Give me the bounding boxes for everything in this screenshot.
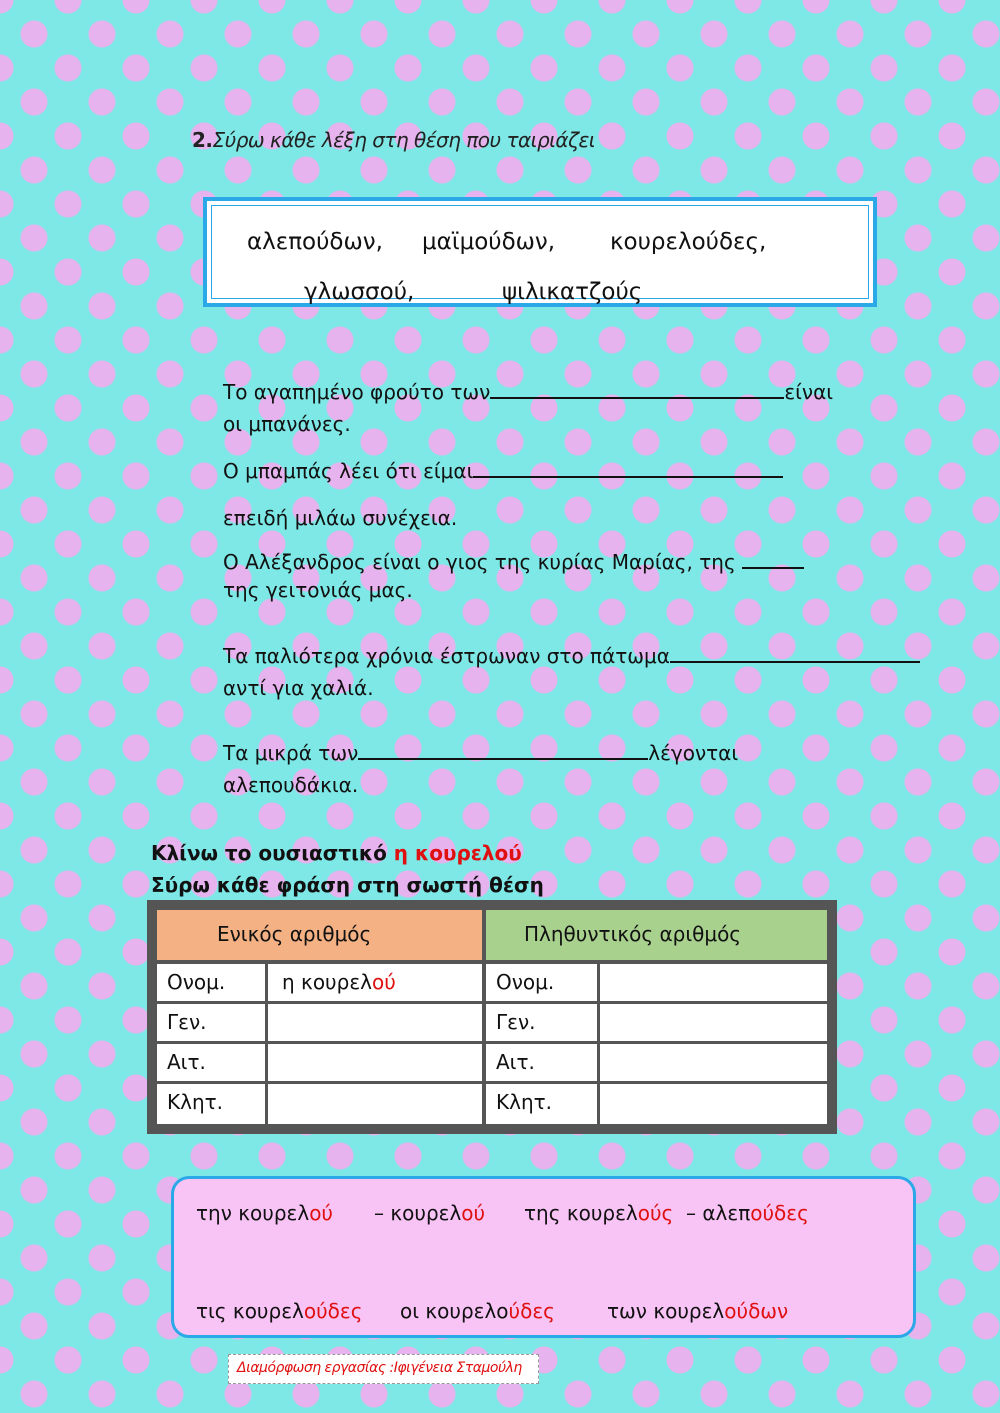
sentence-text: Τα παλιότερα χρόνια έστρωναν στο πάτωμα — [223, 644, 670, 668]
sentence-2-line2: επειδή μιλάω συνέχεια. — [223, 506, 458, 530]
sentence-3 — [223, 550, 804, 574]
sentence-5-line2: αλεπουδάκια. — [223, 773, 359, 797]
word-chip[interactable]: κουρελούδες, — [610, 229, 767, 255]
sentence-text: είναι — [784, 380, 834, 404]
author-credit: Διαμόρφωση εργασίας :Ιφιγένεια Σταμούλη — [228, 1354, 539, 1384]
phrase-chip[interactable]: οι κουρελούδες — [400, 1299, 555, 1323]
singular-voc-drop[interactable] — [268, 1084, 482, 1124]
sentence-text: Ο μπαμπάς λέει ότι είμαι — [223, 459, 474, 483]
case-label: Κλητ. — [157, 1084, 265, 1124]
plural-voc-drop[interactable] — [600, 1084, 827, 1124]
phrase-chip[interactable]: – αλεπούδες — [686, 1201, 809, 1225]
instruction-text: Σύρω κάθε λέξη στη θέση που ταιριάζει — [212, 128, 596, 152]
singular-nom-cell[interactable]: η κουρελού — [268, 964, 482, 1001]
drop-blank[interactable] — [490, 396, 784, 399]
phrase-bank — [171, 1176, 916, 1338]
plural-gen-drop[interactable] — [600, 1004, 827, 1041]
sentence-2 — [223, 459, 783, 483]
case-label: Ονομ. — [157, 964, 265, 1001]
drop-blank[interactable] — [473, 475, 783, 478]
sentence-text: λέγονται — [648, 741, 739, 765]
phrase-chip[interactable]: – κουρελού — [374, 1201, 486, 1225]
phrase-chip[interactable]: των κουρελούδων — [607, 1299, 789, 1323]
case-label: Αιτ. — [157, 1044, 265, 1081]
sentence-5 — [223, 741, 738, 765]
sentence-text: Ο Αλέξανδρος είναι ο γιος της κυρίας Μαρίας, της — [223, 550, 736, 574]
exercise-instruction — [192, 128, 595, 152]
phrase-chip[interactable]: της κουρελούς — [524, 1201, 674, 1225]
case-label: Κλητ. — [486, 1084, 597, 1124]
sentence-1-line2: οι μπανάνες. — [223, 412, 351, 436]
singular-acc-drop[interactable] — [268, 1044, 482, 1081]
word-chip[interactable]: γλωσσού, — [304, 279, 415, 305]
word-bank — [203, 197, 877, 307]
sentence-1 — [223, 380, 833, 404]
sentence-4 — [223, 644, 920, 668]
noun-highlight: η κουρελού — [393, 841, 522, 865]
singular-gen-drop[interactable] — [268, 1004, 482, 1041]
drop-blank[interactable] — [742, 566, 804, 569]
case-label: Αιτ. — [486, 1044, 597, 1081]
exercise-number: 2. — [192, 128, 213, 152]
singular-header: Ενικός αριθμός — [157, 910, 482, 960]
declension-subheading: Σύρω κάθε φράση στη σωστή θέση — [151, 873, 544, 897]
word-chip[interactable]: αλεπούδων, — [247, 229, 383, 255]
case-label: Ονομ. — [486, 964, 597, 1001]
plural-acc-drop[interactable] — [600, 1044, 827, 1081]
plural-header: Πληθυντικός αριθμός — [486, 910, 827, 960]
word-chip[interactable]: μαϊμούδων, — [422, 229, 556, 255]
word-chip[interactable]: ψιλικατζούς — [502, 279, 643, 305]
declension-heading: Κλίνω το ουσιαστικό η κουρελού — [151, 841, 522, 865]
phrase-chip[interactable]: την κουρελού — [196, 1201, 333, 1225]
plural-nom-drop[interactable] — [600, 964, 827, 1001]
drop-blank[interactable] — [670, 660, 920, 663]
sentence-3-line2: της γειτονιάς μας. — [223, 578, 413, 602]
sentence-text: Το αγαπημένο φρούτο των — [223, 380, 491, 404]
declension-table — [147, 900, 837, 1134]
case-label: Γεν. — [157, 1004, 265, 1041]
phrase-chip[interactable]: τις κουρελούδες — [196, 1299, 363, 1323]
drop-blank[interactable] — [358, 757, 648, 760]
case-label: Γεν. — [486, 1004, 597, 1041]
sentence-4-line2: αντί για χαλιά. — [223, 676, 374, 700]
sentence-text: Τα μικρά των — [223, 741, 359, 765]
